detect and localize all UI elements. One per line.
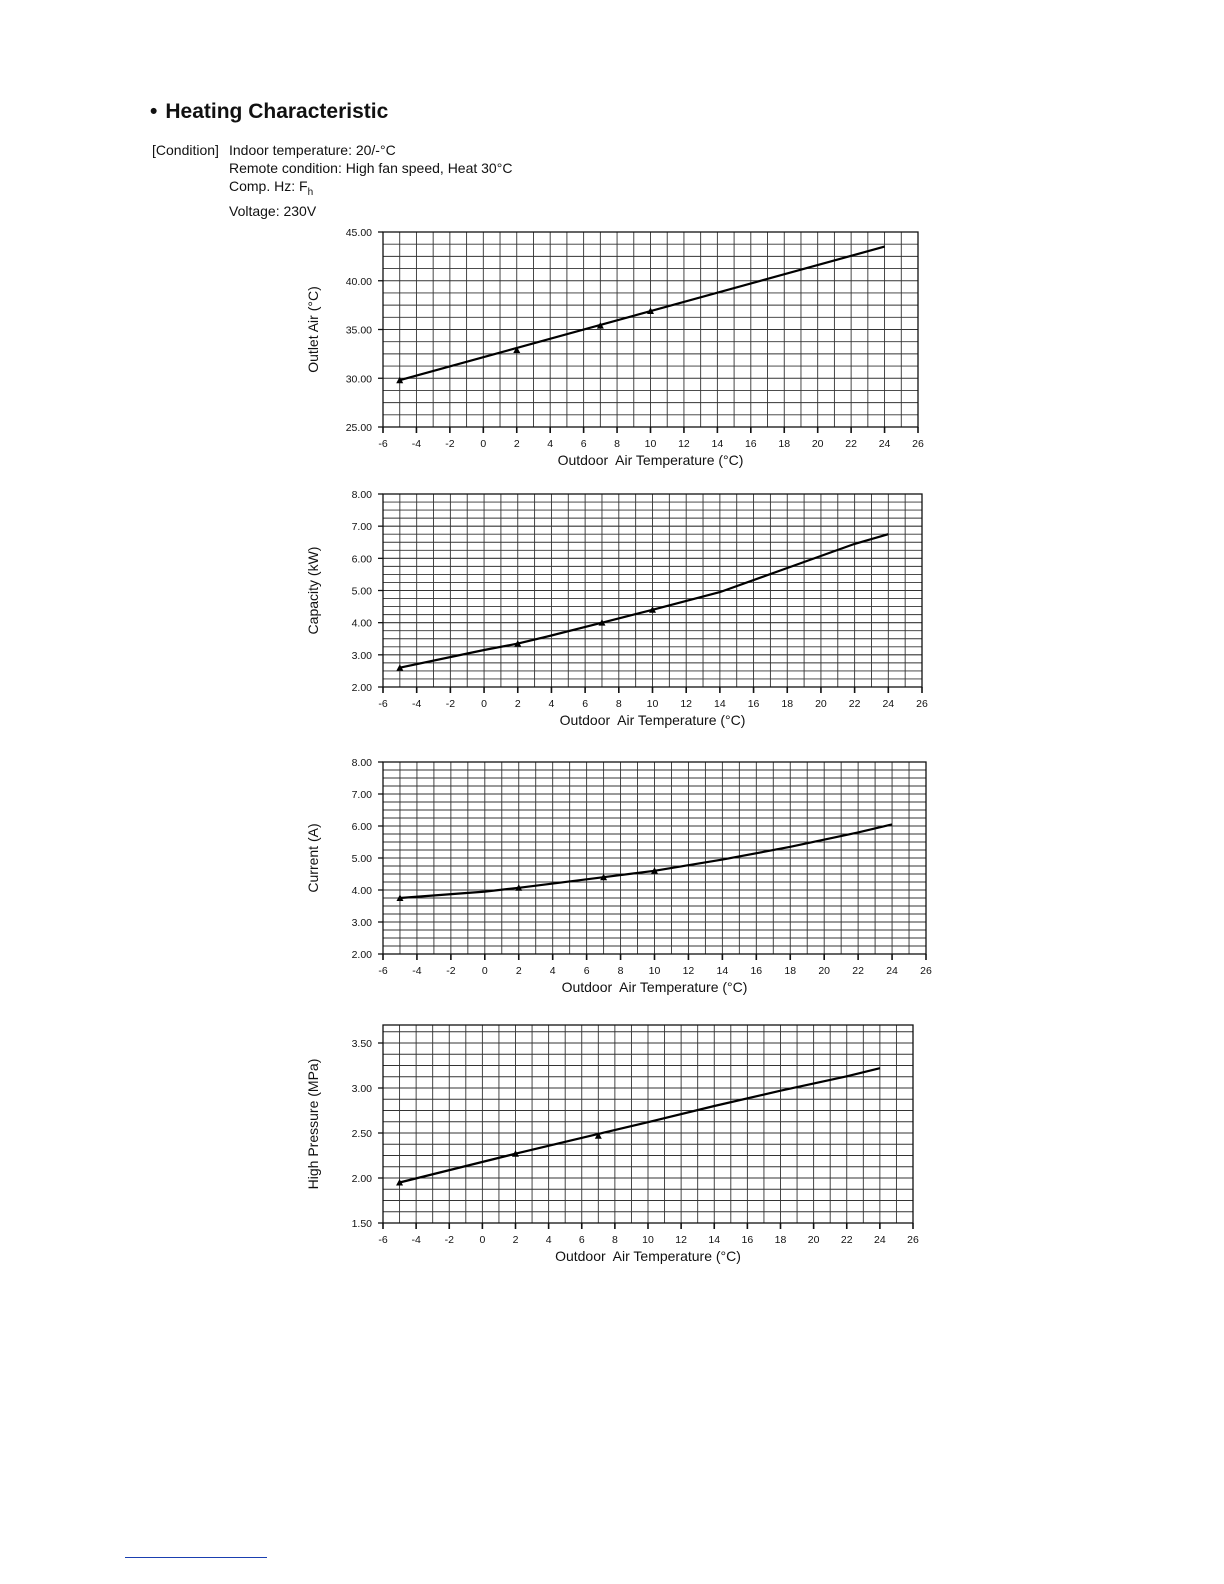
x-tick-label: 24 (882, 698, 895, 710)
x-tick-label: -2 (445, 698, 456, 710)
chart-svg (290, 1015, 950, 1277)
chart-current (290, 751, 950, 1013)
x-tick-label: 10 (646, 698, 659, 710)
y-tick-label: 30.00 (345, 373, 372, 386)
x-tick-label: 24 (886, 965, 898, 977)
condition-label: [Condition] (152, 142, 219, 158)
x-tick-label: 14 (714, 698, 726, 710)
x-tick-label: -4 (411, 1234, 421, 1246)
condition-label-empty (152, 202, 229, 220)
x-axis-label: Outdoor Air Temperature (°C) (555, 1248, 741, 1264)
x-tick-label: 24 (878, 438, 891, 450)
y-tick-label: 8.00 (351, 757, 372, 769)
x-tick-label: 0 (479, 1234, 486, 1246)
x-tick-label: 4 (549, 965, 556, 977)
chart-svg (290, 484, 950, 746)
x-tick-label: 12 (675, 1234, 687, 1246)
y-tick-label: 25.00 (345, 422, 372, 434)
x-tick-label: -4 (412, 698, 422, 710)
x-tick-label: -2 (444, 1234, 454, 1246)
x-tick-label: 26 (920, 965, 932, 977)
y-tick-label: 3.00 (351, 1083, 372, 1095)
condition-indoor-temperature: Indoor temperature: 20/-°C (229, 142, 396, 158)
heading-text: Heating Characteristic (165, 100, 389, 123)
comp-hz-subscript: h (307, 186, 314, 198)
x-tick-label: 22 (845, 438, 857, 450)
footer-rule (125, 1557, 267, 1558)
x-tick-label: 18 (774, 1234, 787, 1246)
y-tick-label: 7.00 (351, 521, 372, 534)
x-tick-label: 0 (480, 438, 487, 450)
chart-svg (290, 751, 950, 1013)
x-tick-label: 4 (545, 1234, 552, 1246)
x-tick-label: 16 (747, 698, 760, 710)
y-tick-label: 3.00 (351, 917, 372, 929)
y-axis-label: Capacity (kW) (305, 546, 321, 635)
x-tick-label: 20 (815, 698, 827, 710)
x-tick-label: 20 (807, 1234, 820, 1246)
x-tick-label: -6 (378, 438, 388, 450)
y-tick-label: 2.50 (351, 1128, 372, 1140)
y-tick-label: 2.00 (351, 682, 372, 694)
condition-comp-hz (229, 177, 313, 202)
x-tick-label: -4 (411, 438, 422, 450)
x-tick-label: 2 (514, 698, 521, 710)
y-tick-label: 6.00 (351, 553, 372, 566)
x-axis-label: Outdoor Air Temperature (°C) (559, 712, 746, 728)
x-tick-label: 24 (874, 1234, 886, 1246)
x-tick-label: 22 (840, 1234, 853, 1246)
x-tick-label: 22 (848, 698, 861, 710)
x-tick-label: 16 (741, 1234, 754, 1246)
x-tick-label: 4 (547, 438, 554, 450)
condition-label-empty (152, 159, 229, 177)
chart-capacity (290, 484, 950, 746)
heading-bullet: • (150, 100, 158, 123)
x-tick-label: 20 (818, 965, 831, 977)
y-tick-label: 3.00 (351, 649, 372, 662)
x-tick-label: -2 (445, 438, 455, 450)
y-axis-label: Current (A) (305, 823, 321, 893)
condition-row-voltage (152, 202, 512, 220)
y-axis-label: Outlet Air (°C) (305, 286, 321, 373)
series-line (400, 824, 892, 898)
x-tick-label: 10 (648, 965, 661, 977)
x-tick-label: 18 (778, 438, 791, 450)
y-tick-label: 5.00 (351, 585, 372, 598)
x-tick-label: 2 (513, 438, 520, 450)
x-tick-label: 8 (615, 698, 622, 710)
y-tick-label: 35.00 (345, 324, 372, 337)
x-tick-label: 8 (617, 965, 624, 977)
x-tick-label: 16 (750, 965, 763, 977)
y-tick-label: 4.00 (351, 885, 372, 897)
x-tick-label: 12 (682, 965, 695, 977)
x-tick-label: 2 (515, 965, 522, 977)
x-tick-label: 0 (481, 965, 488, 977)
x-tick-label: 26 (907, 1234, 919, 1246)
x-tick-label: 26 (912, 438, 924, 450)
x-tick-label: 18 (784, 965, 797, 977)
condition-voltage: Voltage: 230V (229, 202, 317, 219)
x-tick-label: -6 (378, 965, 388, 977)
x-tick-label: 22 (852, 965, 864, 977)
y-tick-label: 2.00 (351, 949, 372, 961)
y-axis-label: High Pressure (MPa) (305, 1058, 321, 1190)
comp-hz-text: Comp. Hz: F (229, 178, 308, 194)
x-tick-label: 6 (580, 438, 587, 450)
condition-row-comp (152, 177, 512, 202)
x-tick-label: 18 (781, 698, 794, 710)
y-tick-label: 4.00 (351, 617, 372, 630)
chart-high-pressure (290, 1015, 950, 1277)
series-line (400, 534, 889, 668)
x-tick-label: -6 (378, 698, 388, 710)
y-tick-label: 5.00 (351, 853, 372, 865)
x-tick-label: 6 (578, 1234, 585, 1246)
x-tick-label: 0 (481, 698, 487, 710)
series-line (400, 1068, 880, 1182)
x-tick-label: -2 (446, 965, 456, 977)
y-tick-label: 45.00 (345, 227, 372, 239)
y-tick-label: 2.00 (351, 1173, 372, 1185)
x-tick-label: 14 (716, 965, 729, 977)
x-tick-label: -6 (378, 1234, 388, 1246)
x-axis-label: Outdoor Air Temperature (°C) (557, 452, 744, 468)
series-line (400, 247, 885, 381)
y-tick-label: 1.50 (351, 1218, 372, 1230)
x-axis-label: Outdoor Air Temperature (°C) (561, 979, 748, 995)
x-tick-label: 16 (744, 438, 757, 450)
x-tick-label: 10 (642, 1234, 654, 1246)
x-tick-label: 8 (611, 1234, 618, 1246)
condition-row-remote (152, 159, 512, 177)
x-tick-label: 14 (711, 438, 724, 450)
x-tick-label: 20 (811, 438, 824, 450)
y-tick-label: 3.50 (351, 1038, 372, 1050)
y-tick-label: 40.00 (345, 275, 372, 288)
x-tick-label: 6 (583, 965, 590, 977)
condition-remote: Remote condition: High fan speed, Heat 30°C (229, 160, 513, 176)
x-tick-label: 14 (708, 1234, 721, 1246)
x-tick-label: -4 (412, 965, 422, 977)
x-tick-label: 6 (582, 698, 589, 710)
y-tick-label: 6.00 (351, 821, 372, 833)
x-tick-label: 26 (916, 698, 928, 710)
condition-block (152, 141, 512, 220)
x-tick-label: 12 (678, 438, 690, 450)
chart-outlet-air (290, 222, 950, 484)
x-tick-label: 12 (680, 698, 693, 710)
y-tick-label: 8.00 (351, 489, 372, 501)
x-tick-label: 4 (548, 698, 555, 710)
condition-label-empty (152, 177, 229, 202)
chart-svg (290, 222, 950, 484)
y-tick-label: 7.00 (351, 789, 372, 801)
page-heading (150, 100, 388, 124)
x-tick-label: 2 (512, 1234, 519, 1246)
x-tick-label: 10 (644, 438, 657, 450)
condition-row-indoor (152, 141, 512, 159)
x-tick-label: 8 (614, 438, 620, 450)
